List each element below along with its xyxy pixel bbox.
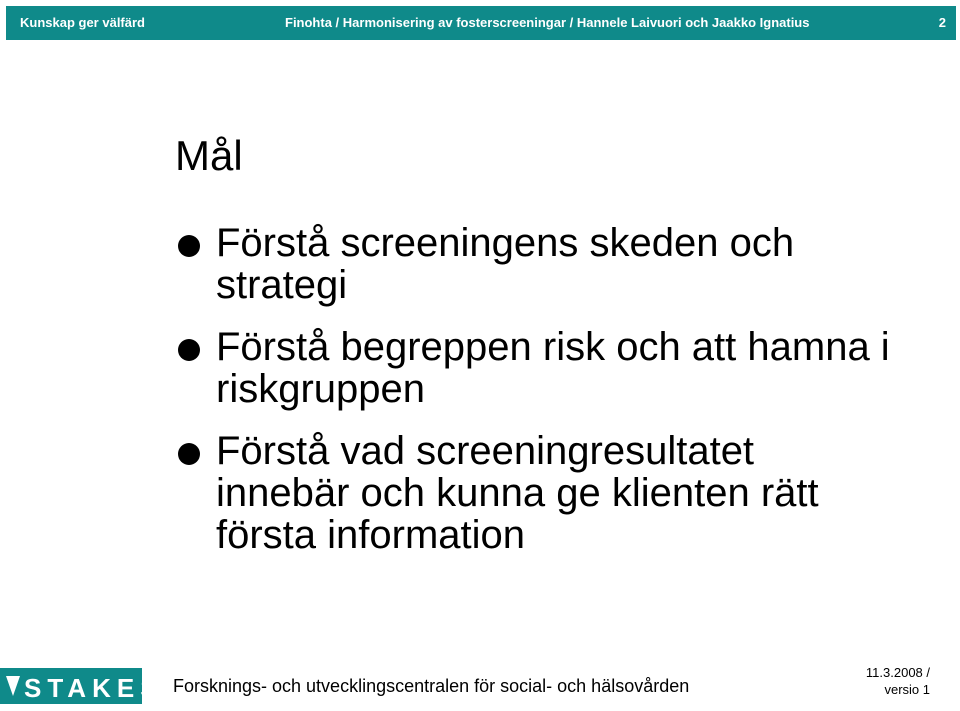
footer-version: versio 1 [884, 682, 930, 697]
bullet-text: Förstå screeningens skeden och strategi [216, 221, 795, 307]
slide-title: Mål [175, 132, 243, 179]
bullet-text: Förstå vad screeningresultatet innebär och kunna ge klienten rätt första information [216, 429, 819, 557]
bullet-item [174, 222, 894, 306]
footer-organization: Forsknings- och utvecklingscentralen för social- och hälsovården [173, 676, 690, 696]
bullet-icon [178, 339, 200, 361]
bullet-item [174, 430, 894, 556]
footer-date: 11.3.2008 / [865, 665, 930, 680]
header-left-label: Kunskap ger välfärd [20, 15, 145, 30]
header-center-label: Finohta / Harmonisering av fosterscreeningar / Hannele Laivuori och Jaakko Ignatius [285, 15, 810, 30]
stakes-logo [0, 662, 164, 706]
bullet-text: Förstå begreppen risk och att hamna i riskgruppen [216, 325, 890, 411]
header-bar [6, 6, 956, 40]
footer-date-block [860, 664, 930, 698]
bullet-icon [178, 235, 200, 257]
bullet-item [174, 326, 894, 410]
logo-text: STAKES [24, 673, 164, 703]
slide-number: 2 [938, 15, 946, 30]
bullet-icon [178, 443, 200, 465]
bullet-list [174, 222, 894, 576]
